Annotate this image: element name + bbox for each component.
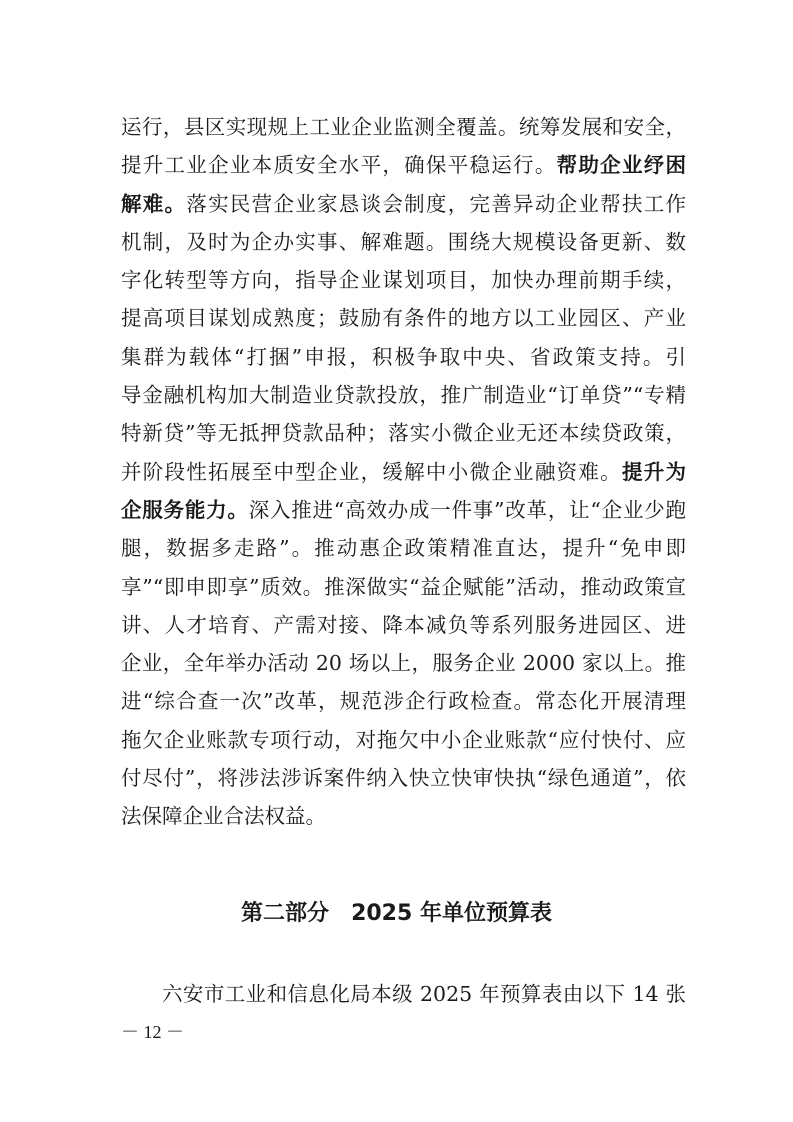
text-line <box>121 797 686 835</box>
bold-heading-text: 企服务能力。 <box>121 497 249 522</box>
body-text: 导金融机构加大制造业贷款投放，推广制造业“订单贷”“专精 <box>121 383 686 408</box>
body-text: 付尽付”，将涉法涉诉案件纳入快立快审快执“绿色通道”，依 <box>121 766 686 791</box>
body-text: 特新贷”等无抵押贷款品种；落实小微企业无还本续贷政策， <box>121 421 686 446</box>
text-line <box>121 644 686 682</box>
body-paragraph <box>121 108 686 836</box>
text-line <box>121 299 686 337</box>
text-line <box>121 338 686 376</box>
body-text: 企业，全年举办活动 20 场以上，服务企业 2000 家以上。推 <box>121 651 686 676</box>
body-text: 讲、人才培育、产需对接、降本减负等系列服务进园区、进 <box>121 612 686 637</box>
text-line <box>121 759 686 797</box>
text-line <box>121 453 686 491</box>
section-title: 2025 年单位预算表 <box>351 901 552 926</box>
body-text: 深入推进“高效办成一件事”改革，让“企业少跑 <box>248 497 686 522</box>
text-line <box>121 721 686 759</box>
bold-heading-text: 帮助企业纾困 <box>556 153 687 178</box>
text-line <box>121 414 686 452</box>
text-line <box>121 376 686 414</box>
text-line <box>121 223 686 261</box>
body-text: 腿，数据多走路”。推动惠企政策精准直达，提升“免申即 <box>121 536 686 561</box>
intro-paragraph: 六安市工业和信息化局本级 2025 年预算表由以下 14 张 <box>162 982 686 1006</box>
text-line <box>121 146 686 184</box>
section-part: 第二部分 <box>241 901 330 926</box>
section-heading <box>0 896 793 927</box>
text-line <box>121 108 686 146</box>
text-line <box>121 491 686 529</box>
text-line <box>121 606 686 644</box>
body-text: 享”“即申即享”质效。推深做实“益企赋能”活动，推动政策宣 <box>121 574 686 599</box>
body-text: 拖欠企业账款专项行动，对拖欠中小企业账款“应付快付、应 <box>121 727 686 752</box>
text-line <box>121 682 686 720</box>
bold-heading-text: 提升为 <box>621 459 687 484</box>
body-text: 机制，及时为企办实事、解难题。围绕大规模设备更新、数 <box>121 229 686 254</box>
body-text: 提升工业企业本质安全水平，确保平稳运行。 <box>121 153 557 178</box>
page-number: － 12 － <box>121 1022 184 1042</box>
body-text: 并阶段性拓展至中型企业，缓解中小微企业融资难。 <box>121 459 622 484</box>
text-line <box>121 185 686 223</box>
text-line <box>121 568 686 606</box>
body-text: 字化转型等方向，指导企业谋划项目，加快办理前期手续， <box>121 268 686 293</box>
body-text: 法保障企业合法权益。 <box>121 804 326 829</box>
body-text: 运行，县区实现规上工业企业监测全覆盖。统筹发展和安全， <box>121 115 686 139</box>
bold-heading-text: 解难。 <box>121 191 187 216</box>
body-text: 进“综合查一次”改革，规范涉企行政检查。常态化开展清理 <box>121 689 686 714</box>
text-line <box>121 529 686 567</box>
text-line <box>121 261 686 299</box>
body-text: 提高项目谋划成熟度；鼓励有条件的地方以工业园区、产业 <box>121 306 686 331</box>
body-text: 落实民营企业家恳谈会制度，完善异动企业帮扶工作 <box>186 191 687 216</box>
body-text: 集群为载体“打捆”申报，积极争取中央、省政策支持。引 <box>121 344 686 369</box>
